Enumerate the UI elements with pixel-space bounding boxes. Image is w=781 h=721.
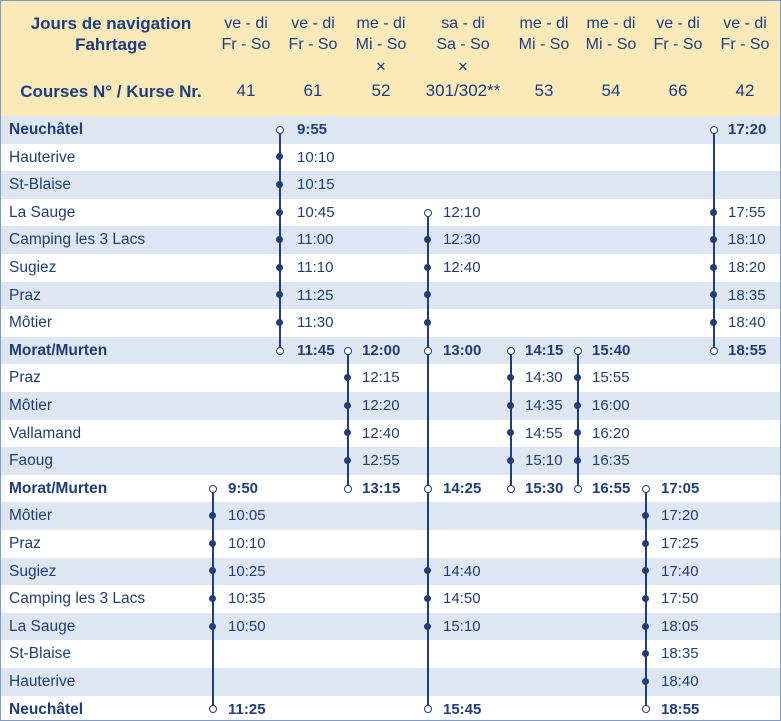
- stop-marker: [642, 623, 649, 630]
- stop-name: Praz: [9, 369, 41, 387]
- terminal-stop-marker: [276, 347, 284, 355]
- column-days-de: Mi - So: [518, 36, 570, 53]
- stop-marker: [344, 457, 351, 464]
- days-title-fr: Jours de navigation: [30, 14, 192, 33]
- stop-marker: [507, 457, 514, 464]
- stop-name: St-Blaise: [9, 176, 72, 194]
- departure-time: 10:15: [297, 176, 335, 194]
- stop-name: Neuchâtel: [9, 121, 84, 138]
- departure-time: 15:30: [525, 479, 564, 497]
- departure-time: 14:30: [525, 369, 563, 387]
- terminal-stop-marker: [276, 126, 284, 134]
- departure-time: 18:40: [728, 314, 766, 332]
- stop-name: Hauterive: [9, 673, 76, 690]
- stop-marker: [424, 264, 431, 271]
- stop-marker: [574, 402, 581, 409]
- table-row: [1, 116, 781, 144]
- stop-name: Vallamand: [9, 424, 82, 442]
- departure-time: 13:00: [443, 341, 482, 359]
- terminal-stop-marker: [344, 485, 352, 493]
- departure-time: 11:25: [228, 700, 266, 718]
- column-days-fr: me - di: [356, 15, 406, 32]
- column-days-fr: ve - di: [656, 15, 700, 32]
- departure-time: 11:00: [297, 231, 334, 249]
- column-days-fr: me - di: [586, 15, 636, 32]
- stop-marker: [424, 623, 431, 630]
- departure-time: 18:40: [661, 673, 699, 690]
- departure-time: 16:35: [592, 452, 630, 470]
- stop-name: La Sauge: [9, 203, 76, 221]
- stop-marker: [710, 319, 717, 326]
- column-days-de: Mi - So: [585, 36, 637, 53]
- column-days-de: Mi - So: [355, 36, 407, 53]
- departure-time: 14:15: [525, 341, 564, 359]
- stop-marker: [642, 540, 649, 547]
- departure-time: 18:55: [661, 700, 700, 718]
- courses-title: Courses N° / Kurse Nr.: [20, 82, 202, 101]
- departure-time: 18:35: [728, 286, 766, 304]
- departure-time: 15:10: [443, 617, 481, 635]
- departure-time: 11:30: [297, 314, 334, 332]
- stop-marker: [276, 319, 283, 326]
- stop-marker: [276, 181, 283, 188]
- departure-time: 15:40: [592, 341, 631, 359]
- stop-marker: [424, 595, 431, 602]
- stop-name: Camping les 3 Lacs: [9, 590, 146, 608]
- departure-time: 17:25: [661, 535, 699, 552]
- course-number: 42: [735, 81, 755, 100]
- course-number: 301/302**: [425, 81, 501, 100]
- stop-marker: [574, 457, 581, 464]
- departure-time: 18:10: [728, 231, 766, 249]
- column-days-de: Fr - So: [288, 36, 338, 53]
- stop-name: Môtier: [9, 397, 53, 414]
- departure-time: 12:40: [362, 424, 400, 442]
- stop-name: Praz: [9, 286, 41, 304]
- departure-time: 12:30: [443, 231, 481, 249]
- stop-name: Praz: [9, 535, 41, 552]
- departure-time: 11:25: [297, 286, 334, 304]
- stop-marker: [424, 319, 431, 326]
- column-days-2: [346, 13, 416, 55]
- departure-time: 17:50: [661, 590, 699, 608]
- course-number: 54: [601, 81, 621, 100]
- stop-name: Neuchâtel: [9, 700, 84, 718]
- stop-name: Morat/Murten: [9, 341, 108, 359]
- column-days-fr: ve - di: [723, 15, 767, 32]
- column-days-de: Fr - So: [720, 36, 770, 53]
- stop-marker: [710, 209, 717, 216]
- departure-time: 16:00: [592, 397, 630, 414]
- departure-time: 9:50: [228, 479, 259, 497]
- restaurant-icon: ✕: [375, 59, 387, 74]
- departure-time: 14:35: [525, 397, 563, 414]
- stop-name: Faoug: [9, 452, 53, 470]
- departure-time: 18:55: [728, 341, 767, 359]
- stop-name: Sugiez: [9, 259, 57, 276]
- departure-time: 12:40: [443, 259, 481, 276]
- table-row: [1, 199, 781, 227]
- stop-marker: [209, 595, 216, 602]
- column-days-fr: sa - di: [441, 15, 485, 32]
- course-number: 61: [303, 81, 323, 100]
- stop-marker: [507, 402, 514, 409]
- departure-time: 9:55: [297, 121, 328, 138]
- departure-time: 10:25: [228, 562, 266, 580]
- stop-marker: [710, 264, 717, 271]
- terminal-stop-marker: [424, 485, 432, 493]
- terminal-stop-marker: [344, 347, 352, 355]
- departure-time: 16:20: [592, 424, 630, 442]
- departure-time: 11:10: [297, 259, 334, 276]
- course-number: 66: [668, 81, 688, 100]
- course-number: 52: [371, 81, 391, 100]
- departure-time: 17:55: [728, 203, 766, 221]
- departure-time: 15:45: [443, 700, 482, 718]
- table-row: [1, 254, 781, 282]
- terminal-stop-marker: [574, 485, 582, 493]
- stop-name: Camping les 3 Lacs: [9, 231, 146, 249]
- column-days-fr: me - di: [519, 15, 569, 32]
- terminal-stop-marker: [507, 485, 515, 493]
- departure-time: 10:45: [297, 203, 335, 221]
- course-number: 53: [534, 81, 554, 100]
- table-row: [1, 309, 781, 337]
- terminal-stop-marker: [209, 485, 217, 493]
- departure-time: 10:35: [228, 590, 266, 608]
- course-line: [427, 213, 429, 710]
- departure-time: 17:40: [661, 562, 699, 580]
- departure-time: 12:00: [362, 341, 401, 359]
- table-row: [1, 282, 781, 310]
- stop-name: Morat/Murten: [9, 479, 108, 497]
- departure-time: 17:20: [728, 121, 767, 138]
- departure-time: 17:20: [661, 507, 699, 525]
- departure-time: 16:55: [592, 479, 631, 497]
- departure-time: 11:45: [297, 341, 335, 359]
- stop-marker: [642, 678, 649, 685]
- departure-time: 12:15: [362, 369, 400, 387]
- departure-time: 10:10: [228, 535, 266, 552]
- column-days-de: Fr - So: [221, 36, 271, 53]
- days-title: [1, 13, 221, 55]
- table-row: [1, 226, 781, 254]
- departure-time: 13:15: [362, 479, 401, 497]
- departure-time: 10:50: [228, 617, 266, 635]
- table-row: [1, 171, 781, 199]
- departure-time: 15:10: [525, 452, 563, 470]
- departure-time: 12:20: [362, 397, 400, 414]
- terminal-stop-marker: [710, 126, 718, 134]
- departure-time: 15:55: [592, 369, 630, 387]
- terminal-stop-marker: [710, 347, 718, 355]
- course-line: [577, 351, 579, 489]
- course-line: [347, 351, 349, 489]
- column-days-de: Fr - So: [653, 36, 703, 53]
- course-number: 41: [236, 81, 256, 100]
- departure-time: 18:05: [661, 617, 699, 635]
- table-row: [1, 144, 781, 172]
- departure-time: 12:55: [362, 452, 400, 470]
- column-days-de: Sa - So: [436, 36, 490, 53]
- column-days-5: [576, 13, 646, 55]
- departure-time: 10:10: [297, 148, 335, 166]
- timetable-header: [1, 1, 781, 116]
- departure-time: 14:55: [525, 424, 563, 442]
- days-title-de: Fahrtage: [75, 35, 147, 54]
- stop-name: La Sauge: [9, 617, 76, 635]
- stop-name: Sugiez: [9, 562, 57, 580]
- stop-marker: [344, 402, 351, 409]
- departure-time: 14:25: [443, 479, 482, 497]
- column-days-7: [710, 13, 780, 55]
- column-days-3: [428, 13, 498, 55]
- stop-name: Hauterive: [9, 148, 76, 166]
- departure-time: 14:50: [443, 590, 481, 608]
- terminal-stop-marker: [424, 347, 432, 355]
- restaurant-icon: ✕: [457, 59, 469, 74]
- column-days-fr: ve - di: [291, 15, 335, 32]
- stop-name: St-Blaise: [9, 645, 72, 663]
- departure-time: 12:10: [443, 203, 481, 221]
- stop-marker: [209, 623, 216, 630]
- column-days-4: [509, 13, 579, 55]
- departure-time: 18:35: [661, 645, 699, 663]
- column-days-0: [211, 13, 281, 55]
- stop-name: Môtier: [9, 314, 53, 332]
- terminal-stop-marker: [574, 347, 582, 355]
- terminal-stop-marker: [424, 209, 432, 217]
- column-days-1: [278, 13, 348, 55]
- departure-time: 10:05: [228, 507, 266, 525]
- departure-time: 17:05: [661, 479, 700, 497]
- column-days-6: [643, 13, 713, 55]
- stop-marker: [276, 264, 283, 271]
- departure-time: 14:40: [443, 562, 481, 580]
- stop-marker: [276, 209, 283, 216]
- terminal-stop-marker: [642, 485, 650, 493]
- stop-marker: [642, 595, 649, 602]
- stop-marker: [209, 540, 216, 547]
- terminal-stop-marker: [507, 347, 515, 355]
- course-line: [510, 351, 512, 489]
- departure-time: 18:20: [728, 259, 766, 276]
- column-days-fr: ve - di: [224, 15, 268, 32]
- stop-name: Môtier: [9, 507, 53, 525]
